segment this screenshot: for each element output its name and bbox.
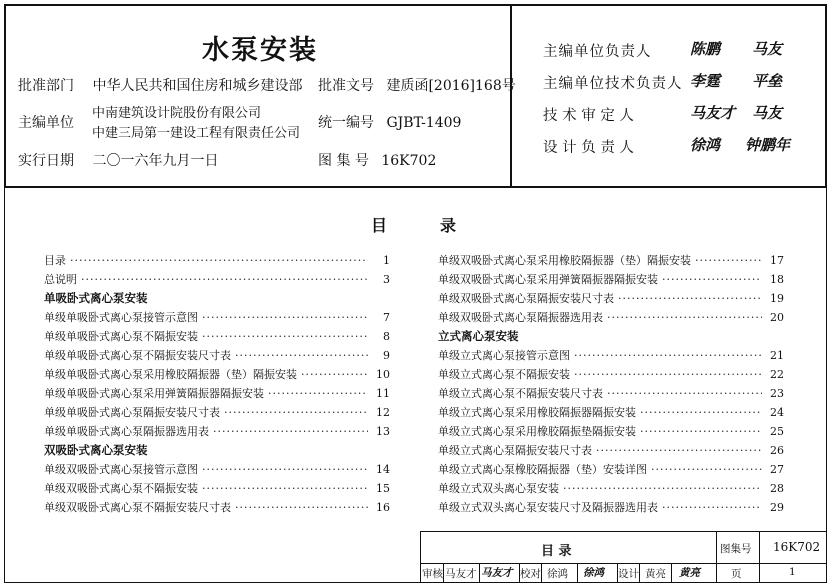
chief-unit-2: 中建三局第一建设工程有限责任公司: [92, 126, 301, 141]
toc-title-1: 目: [371, 216, 388, 235]
toc-entry-page: 24: [770, 406, 784, 419]
unified-no-label: 统一编号: [318, 115, 374, 131]
toc-entry-title: 单级单吸卧式离心泵不隔振安装: [44, 330, 198, 343]
toc-entry-title: 单级立式离心泵不隔振安装: [438, 368, 570, 381]
impl-date-row: [18, 150, 218, 170]
toc-leader-dots: [640, 422, 762, 441]
toc-entry[interactable]: [438, 308, 784, 327]
title-block: [420, 531, 827, 583]
toc-leader-dots: [202, 308, 368, 327]
approval-doc-row: [318, 75, 516, 95]
toc-entry-title: 单级双吸卧式离心泵隔振安装尺寸表: [438, 292, 614, 305]
toc-leader-dots: [596, 441, 762, 460]
toc-leader-dots: [662, 270, 762, 289]
approval-dept-value: 中华人民共和国住房和城乡建设部: [92, 78, 303, 94]
toc-entry-title: 单级立式双头离心泵安装尺寸及隔振器选用表: [438, 501, 658, 514]
toc-section-heading: 双吸卧式离心泵安装: [44, 443, 148, 457]
toc-leader-dots: [235, 346, 368, 365]
toc-entry[interactable]: [44, 365, 390, 384]
toc-entry-title: 单级双吸卧式离心泵接管示意图: [44, 463, 198, 476]
title-block-divider: [541, 563, 542, 582]
resp-role-review: 技 术 审 定 人: [543, 108, 634, 124]
toc-leader-dots: [574, 346, 762, 365]
design-label: 设计: [618, 568, 639, 580]
atlas-title: 水泵安装: [202, 35, 318, 66]
toc-entry-title: 单级立式离心泵橡胶隔振器（垫）安装详图: [438, 463, 647, 476]
atlas-no-label: 图 集 号: [318, 153, 369, 169]
title-block-name: 目 录: [541, 544, 572, 559]
toc-entry-page: 17: [770, 254, 784, 267]
toc-right-column: [438, 251, 784, 517]
toc-entry-page: 23: [770, 387, 784, 400]
toc-entry[interactable]: [438, 365, 784, 384]
toc-entry-title: 单级单吸卧式离心泵采用橡胶隔振器（垫）隔振安装: [44, 368, 297, 381]
toc-entry-page: 22: [770, 368, 784, 381]
toc-entry-page: 19: [770, 292, 784, 305]
unified-no-row: [318, 112, 461, 132]
toc-entry[interactable]: [44, 403, 390, 422]
toc-entry-title: 单级单吸卧式离心泵隔振安装尺寸表: [44, 406, 220, 419]
toc-entry-page: 8: [383, 330, 390, 343]
toc-entry[interactable]: [44, 498, 390, 517]
toc-entry-page: 16: [376, 501, 390, 514]
signature: 徐鸿: [690, 136, 721, 154]
toc-title-2: 录: [440, 216, 457, 235]
title-block-divider: [716, 563, 717, 582]
toc-entry[interactable]: [44, 384, 390, 403]
toc-leader-dots: [618, 289, 762, 308]
toc-entry-page: 11: [376, 387, 390, 400]
signature: 马友: [752, 40, 783, 58]
page-number: 1: [789, 566, 796, 578]
toc-entry-title: 单级双吸卧式离心泵采用弹簧隔振器隔振安装: [438, 273, 658, 286]
toc-entry-title: 单级双吸卧式离心泵隔振器选用表: [438, 311, 603, 324]
toc-entry-title: 单级立式离心泵采用橡胶隔振器隔振安装: [438, 406, 636, 419]
toc-entry-title: 单级立式离心泵采用橡胶隔振垫隔振安装: [438, 425, 636, 438]
toc-entry[interactable]: [438, 289, 784, 308]
resp-role-tech: 主编单位技术负责人: [543, 76, 683, 92]
toc-entry[interactable]: [438, 270, 784, 289]
impl-date-value: 二〇一六年九月一日: [92, 153, 219, 169]
review-label: 审核: [422, 568, 443, 580]
toc-leader-dots: [640, 403, 762, 422]
title-block-divider: [421, 563, 826, 564]
toc-entry[interactable]: [44, 479, 390, 498]
toc-section-heading: 单吸卧式离心泵安装: [44, 291, 148, 305]
toc-entry-page: 1: [383, 254, 390, 267]
header-divider: [510, 4, 512, 188]
title-block-divider: [577, 563, 578, 582]
toc-entry-title: 目录: [44, 254, 66, 267]
signature: 李霆: [690, 72, 721, 90]
toc-entry-title: 单级立式离心泵隔振安装尺寸表: [438, 444, 592, 457]
impl-date-label: 实行日期: [18, 153, 74, 169]
toc-entry-page: 21: [770, 349, 784, 362]
toc-leader-dots: [202, 479, 368, 498]
toc-section-heading: 立式离心泵安装: [438, 329, 519, 343]
toc-entry-page: 28: [770, 482, 784, 495]
toc-entry[interactable]: [438, 498, 784, 517]
review-name: 马友才: [445, 568, 477, 580]
toc-leader-dots: [268, 384, 368, 403]
toc-entry[interactable]: [438, 384, 784, 403]
toc-entry[interactable]: [438, 422, 784, 441]
toc-leader-dots: [574, 365, 762, 384]
toc-entry[interactable]: [438, 479, 784, 498]
toc-entry-title: 单级单吸卧式离心泵采用弹簧隔振器隔振安装: [44, 387, 264, 400]
toc-entry-page: 25: [770, 425, 784, 438]
title-block-divider: [639, 563, 640, 582]
toc-entry-title: 单级立式离心泵接管示意图: [438, 349, 570, 362]
signature: 马友: [752, 104, 783, 122]
toc-entry-title: 单级单吸卧式离心泵接管示意图: [44, 311, 198, 324]
chief-unit-1: 中南建筑设计院股份有限公司: [92, 106, 262, 121]
toc-entry-page: 12: [376, 406, 390, 419]
approval-doc-value: 建质函[2016]168号: [386, 78, 516, 94]
toc-entry-title: 单级立式离心泵不隔振安装尺寸表: [438, 387, 603, 400]
title-block-divider: [759, 532, 760, 563]
signature: 黄亮: [679, 567, 700, 579]
atlas-no-value: 16K702: [381, 153, 437, 169]
toc-entry-page: 20: [770, 311, 784, 324]
toc-entry-page: 3: [383, 273, 390, 286]
toc-leader-dots: [662, 498, 762, 517]
toc-entry-page: 7: [383, 311, 390, 324]
toc-entry-title: 单级立式双头离心泵安装: [438, 482, 559, 495]
toc-entry[interactable]: [44, 422, 390, 441]
toc-leader-dots: [563, 479, 762, 498]
toc-leader-dots: [224, 403, 368, 422]
toc-entry-page: 13: [376, 425, 390, 438]
toc-leader-dots: [607, 384, 762, 403]
toc-entry[interactable]: [438, 403, 784, 422]
toc-entry[interactable]: [438, 441, 784, 460]
toc-entry-title: 单级双吸卧式离心泵不隔振安装尺寸表: [44, 501, 231, 514]
atlas-no-row: [318, 150, 436, 170]
toc-leader-dots: [202, 327, 368, 346]
chief-unit-label: 主编单位: [18, 115, 74, 131]
check-name: 徐鸿: [547, 568, 568, 580]
toc-entry[interactable]: [44, 308, 390, 327]
toc-entry-page: 29: [770, 501, 784, 514]
toc-entry-title: 总说明: [44, 273, 77, 286]
title-block-divider: [479, 563, 480, 582]
toc-leader-dots: [695, 251, 762, 270]
signature: 马友才: [481, 567, 513, 579]
toc-entry-page: 10: [376, 368, 390, 381]
toc-leader-dots: [202, 460, 368, 479]
toc-entry-page: 14: [376, 463, 390, 476]
toc-entry-title: 单级双吸卧式离心泵不隔振安装: [44, 482, 198, 495]
toc-entry[interactable]: [438, 460, 784, 479]
atlas-no-label: 图集号: [720, 543, 752, 555]
toc-entry[interactable]: [44, 327, 390, 346]
toc-leader-dots: [607, 308, 762, 327]
resp-role-chief: 主编单位负责人: [543, 44, 652, 60]
resp-role-design: 设 计 负 责 人: [543, 140, 634, 156]
toc-entry-page: 27: [770, 463, 784, 476]
toc-entry-page: 9: [383, 349, 390, 362]
toc-entry[interactable]: [44, 270, 390, 289]
signature: 平垒: [752, 72, 783, 90]
toc-left-column: [44, 251, 390, 517]
title-block-divider: [716, 532, 717, 563]
signature: 徐鸿: [583, 567, 604, 579]
title-block-divider: [671, 563, 672, 582]
toc-entry[interactable]: [438, 251, 784, 270]
design-name: 黄亮: [645, 568, 666, 580]
toc-entry[interactable]: [44, 346, 390, 365]
toc-entry-title: 单级单吸卧式离心泵隔振器选用表: [44, 425, 209, 438]
title-block-divider: [759, 563, 760, 582]
signature: 马友才: [690, 104, 736, 122]
toc-leader-dots: [213, 422, 368, 441]
approval-dept-row: [18, 75, 302, 95]
toc-leader-dots: [651, 460, 762, 479]
toc-entry-page: 18: [770, 273, 784, 286]
page-label: 页: [731, 568, 742, 580]
approval-doc-label: 批准文号: [318, 78, 374, 94]
toc-leader-dots: [81, 270, 368, 289]
approval-dept-label: 批准部门: [18, 78, 74, 94]
toc-entry-title: 单级单吸卧式离心泵不隔振安装尺寸表: [44, 349, 231, 362]
title-block-divider: [443, 563, 444, 582]
toc-entry[interactable]: [438, 346, 784, 365]
signature: 钟鹏年: [745, 136, 791, 154]
toc-leader-dots: [70, 251, 368, 270]
toc-entry-title: 单级双吸卧式离心泵采用橡胶隔振器（垫）隔振安装: [438, 254, 691, 267]
toc-entry[interactable]: [44, 251, 390, 270]
atlas-no-value: 16K702: [773, 540, 821, 554]
unified-no-value: GJBT-1409: [386, 115, 462, 131]
toc-leader-dots: [235, 498, 368, 517]
toc-entry-page: 26: [770, 444, 784, 457]
toc-entry[interactable]: [44, 460, 390, 479]
signature: 陈鹏: [690, 40, 721, 58]
toc-entry-page: 15: [376, 482, 390, 495]
check-label: 校对: [520, 568, 541, 580]
toc-leader-dots: [301, 365, 368, 384]
